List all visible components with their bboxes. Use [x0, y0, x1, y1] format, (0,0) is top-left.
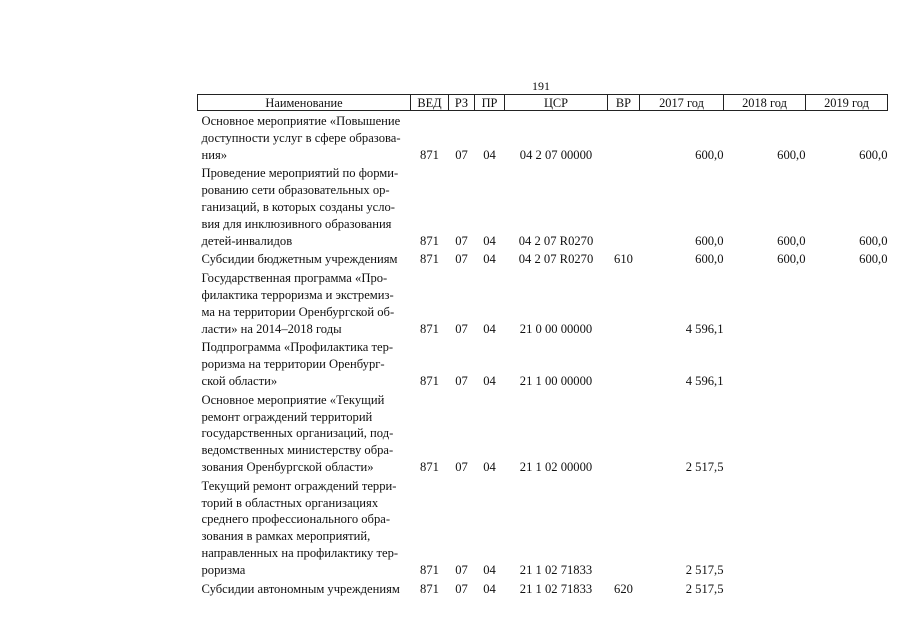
row-name-line: детей-инвалидов [201, 233, 293, 248]
row-name [198, 249, 411, 268]
row-name [198, 390, 411, 476]
row-sum-2019 [806, 476, 888, 579]
row-sum-2019 [806, 579, 888, 598]
row-name-line: ласти» на 2014–2018 годы [201, 321, 342, 336]
row-csr: 21 1 00 00000 [519, 373, 593, 388]
row-ved: 871 [420, 459, 439, 474]
row-ved: 871 [420, 581, 439, 596]
row-name-line: ведомственных министерству обра- [201, 443, 394, 458]
row-name-line: зования в рамках мероприятий, [201, 529, 371, 544]
table-row [198, 579, 888, 598]
row-sum-2017: 2 517,5 [685, 581, 724, 596]
row-name-line: Основное мероприятие «Повышение [201, 114, 401, 128]
row-vr [608, 337, 640, 389]
row-sum-2018 [724, 579, 806, 598]
row-vr [608, 390, 640, 476]
row-vr: 610 [614, 252, 633, 267]
header-2019: 2019 год [806, 95, 888, 111]
table-row [198, 111, 888, 164]
row-ved: 871 [420, 252, 439, 267]
row-name-line: торий в областных организациях [201, 495, 379, 510]
row-rz: 07 [455, 321, 468, 336]
row-sum-2018 [724, 337, 806, 389]
row-pr: 04 [483, 252, 496, 267]
row-name-line: Текущий ремонт ограждений терри- [201, 478, 397, 493]
row-name [198, 163, 411, 249]
page-number: 191 [532, 79, 550, 93]
table-body [198, 111, 888, 598]
row-name-line: Субсидии автономным учреждениям [201, 581, 400, 596]
row-sum-2017: 600,0 [695, 233, 724, 248]
header-rz: РЗ [449, 95, 475, 111]
header-vr: ВР [608, 95, 640, 111]
row-name-line: роризма на территории Оренбург- [201, 357, 385, 372]
row-name [198, 268, 411, 337]
table-row [198, 249, 888, 268]
row-name-line: ганизаций, в которых созданы усло- [201, 199, 395, 214]
row-name-line: Государственная программа «Про- [201, 271, 388, 286]
row-sum-2019 [806, 337, 888, 389]
header-name: Наименование [198, 95, 411, 111]
row-name-line: Проведение мероприятий по форми- [201, 166, 399, 181]
row-name [198, 579, 411, 598]
row-rz: 07 [455, 147, 468, 162]
row-name-line: Основное мероприятие «Текущий [201, 392, 385, 407]
row-csr: 04 2 07 R0270 [518, 252, 594, 267]
row-pr: 04 [483, 321, 496, 336]
row-csr: 21 1 02 71833 [519, 562, 593, 577]
table-row [198, 268, 888, 337]
row-sum-2018 [724, 390, 806, 476]
row-name-line: ремонт ограждений территорий [201, 409, 373, 424]
row-name [198, 111, 411, 164]
row-name-line: направленных на профилактику тер- [201, 545, 399, 560]
row-name [198, 476, 411, 579]
row-pr: 04 [483, 581, 496, 596]
row-csr: 04 2 07 R0270 [518, 233, 594, 248]
row-pr: 04 [483, 147, 496, 162]
header-2017: 2017 год [640, 95, 724, 111]
table-row [198, 390, 888, 476]
row-sum-2017: 2 517,5 [685, 459, 724, 474]
row-pr: 04 [483, 459, 496, 474]
row-sum-2018: 600,0 [777, 147, 806, 162]
row-ved: 871 [420, 233, 439, 248]
row-name-line: вия для инклюзивного образования [201, 216, 392, 231]
row-sum-2019: 600,0 [859, 252, 888, 267]
row-sum-2019: 600,0 [859, 233, 888, 248]
row-rz: 07 [455, 252, 468, 267]
row-rz: 07 [455, 562, 468, 577]
row-sum-2017: 4 596,1 [685, 321, 724, 336]
row-name-line: ской области» [201, 373, 278, 388]
header-pr: ПР [475, 95, 505, 111]
row-vr [608, 111, 640, 164]
row-pr: 04 [483, 233, 496, 248]
row-csr: 21 1 02 00000 [519, 459, 593, 474]
row-vr [608, 163, 640, 249]
table-row [198, 337, 888, 389]
budget-table [197, 94, 888, 597]
row-ved: 871 [420, 147, 439, 162]
header-ved: ВЕД [411, 95, 449, 111]
row-name-line: ма на территории Оренбургской об- [201, 304, 395, 319]
row-sum-2019: 600,0 [859, 147, 888, 162]
row-rz: 07 [455, 581, 468, 596]
row-sum-2018 [724, 268, 806, 337]
header-csr: ЦСР [505, 95, 608, 111]
row-sum-2017: 600,0 [695, 147, 724, 162]
row-name-line: ния» [201, 147, 228, 162]
row-rz: 07 [455, 459, 468, 474]
row-name-line: рованию сети образовательных ор- [201, 183, 390, 198]
row-pr: 04 [483, 373, 496, 388]
row-name-line: роризма [201, 562, 246, 577]
row-rz: 07 [455, 373, 468, 388]
row-sum-2018 [724, 476, 806, 579]
table-header-row [198, 95, 888, 111]
table-row [198, 163, 888, 249]
row-name-line: среднего профессионального обра- [201, 512, 391, 527]
row-sum-2019 [806, 390, 888, 476]
row-vr [608, 476, 640, 579]
row-vr [608, 268, 640, 337]
row-name-line: доступности услуг в сфере образова- [201, 130, 401, 145]
row-ved: 871 [420, 373, 439, 388]
row-vr: 620 [614, 581, 633, 596]
row-csr: 21 0 00 00000 [519, 321, 593, 336]
row-name-line: Субсидии бюджетным учреждениям [201, 252, 398, 267]
row-csr: 04 2 07 00000 [519, 147, 593, 162]
row-sum-2018: 600,0 [777, 233, 806, 248]
row-sum-2017: 2 517,5 [685, 562, 724, 577]
row-sum-2017: 600,0 [695, 252, 724, 267]
header-2018: 2018 год [724, 95, 806, 111]
row-ved: 871 [420, 321, 439, 336]
table-row [198, 476, 888, 579]
row-sum-2017: 4 596,1 [685, 373, 724, 388]
row-name-line: государственных организаций, под- [201, 426, 394, 441]
row-sum-2018: 600,0 [777, 252, 806, 267]
row-rz: 07 [455, 233, 468, 248]
row-pr: 04 [483, 562, 496, 577]
row-ved: 871 [420, 562, 439, 577]
row-name-line: Подпрограмма «Профилактика тер- [201, 340, 394, 355]
row-name-line: зования Оренбургской области» [201, 459, 374, 474]
row-name-line: филактика терроризма и экстремиз- [201, 287, 394, 302]
row-csr: 21 1 02 71833 [519, 581, 593, 596]
row-sum-2019 [806, 268, 888, 337]
row-name [198, 337, 411, 389]
